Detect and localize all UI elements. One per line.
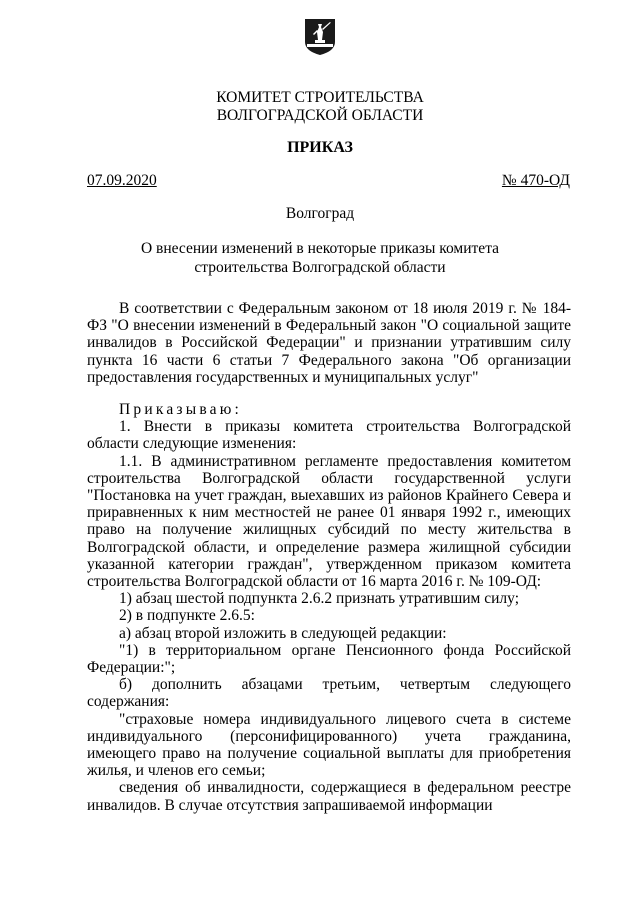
paragraph-b-quote-1: "страховые номера индивидуального лицевого счета в системе индивидуального (персонифицированного) учета гражданина, имеющего право на получение социальной выплаты для приобретения жилья, и членов его семьи; bbox=[87, 710, 571, 780]
paragraph-a: а) абзац второй изложить в следующей редакции: bbox=[119, 624, 447, 642]
paragraph-1-1: 1.1. В административном регламенте предоставления комитетом строительства Волгоградской области государственной услуги "Постановка на учет граждан, выехавших из районов Крайнего Севера и приравненных к ним местностей не ранее 01 января 1992 г., имеющих право на получение жилищных субсидий по месту жительства в Волгоградской области, и определение размера жилищной субсидии указанной категории граждан", утвержденном приказом комитета строительства Волгоградской области от 16 марта 2016 г. № 109-ОД: bbox=[87, 452, 571, 591]
paragraph-1-1-item-1: 1) абзац шестой подпункта 2.6.2 признать утратившим силу; bbox=[119, 590, 519, 608]
org-name-line-1: КОМИТЕТ СТРОИТЕЛЬСТВА bbox=[216, 89, 424, 106]
org-name-line-2: ВОЛГОГРАДСКОЙ ОБЛАСТИ bbox=[216, 107, 424, 124]
document-type: ПРИКАЗ bbox=[287, 139, 353, 156]
document-subject: О внесении изменений в некоторые приказы комитета строительства Волгоградской области bbox=[140, 240, 500, 276]
coat-of-arms-icon bbox=[304, 18, 336, 56]
preamble-paragraph: В соответствии с Федеральным законом от 18 июля 2019 г. № 184-ФЗ "О внесении изменений в Федеральный закон "О социальной защите инвалидов в Российской Федерации" и признании утратившим силу пункта 16 части 6 статьи 7 Федерального закона "Об организации предоставления государственных и муниципальных услуг" bbox=[87, 300, 571, 386]
document-city: Волгоград bbox=[285, 205, 355, 222]
document-body bbox=[87, 300, 571, 814]
document-date: 07.09.2020 bbox=[87, 172, 157, 189]
paragraph-b: б) дополнить абзацами третьим, четвертым следующего содержания: bbox=[87, 676, 571, 711]
paragraph-b-quote-2: сведения об инвалидности, содержащиеся в федеральном реестре инвалидов. В случае отсутствия запрашиваемой информации bbox=[87, 779, 571, 814]
order-word: Приказываю: bbox=[119, 401, 243, 419]
paragraph-1-1-item-2: 2) в подпункте 2.6.5: bbox=[119, 607, 255, 625]
document-number: № 470-ОД bbox=[501, 172, 570, 189]
paragraph-1: 1. Внести в приказы комитета строительства Волгоградской области следующие изменения: bbox=[87, 418, 571, 453]
paragraph-a-quote: "1) в территориальном органе Пенсионного фонда Российской Федерации:"; bbox=[87, 641, 571, 677]
